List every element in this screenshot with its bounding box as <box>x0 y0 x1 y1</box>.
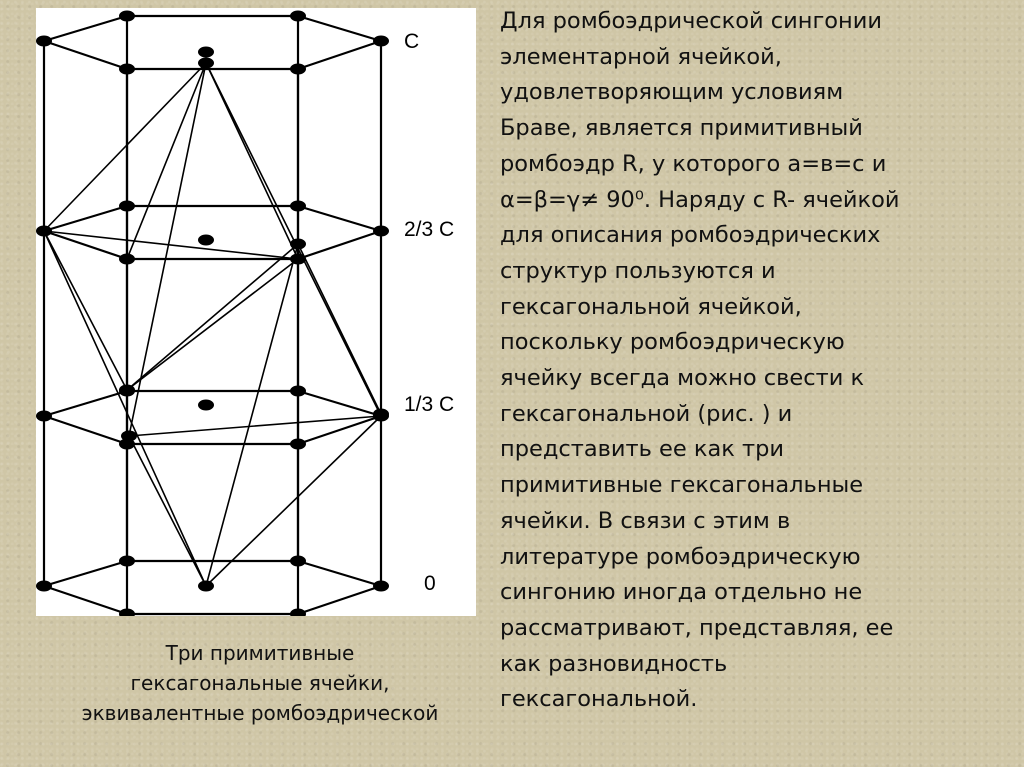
lattice-point <box>36 36 52 47</box>
rhombohedron-edge <box>127 63 206 259</box>
lattice-figure-panel <box>36 8 476 616</box>
hexagon-edge <box>298 206 381 231</box>
hexagon-edge <box>298 16 381 41</box>
body-paragraph <box>500 4 1010 718</box>
lattice-point <box>290 201 306 212</box>
lattice-point <box>290 11 306 22</box>
rhombohedron-edge <box>206 244 298 586</box>
text-line: Браве, является примитивный <box>500 115 863 142</box>
text-line: Для ромбоэдрической сингонии <box>500 8 883 34</box>
lattice-point <box>36 411 52 422</box>
hexagon-edge <box>44 586 127 614</box>
text-line: гексагональной. <box>500 686 698 713</box>
hexagon-edge <box>44 561 127 586</box>
lattice-point <box>119 64 135 75</box>
rhombohedron-edge <box>129 416 381 436</box>
lattice-point <box>119 556 135 567</box>
lattice-point <box>290 439 306 450</box>
text-line: поскольку ромбоэдрическую <box>500 329 845 356</box>
caption-line: эквивалентные ромбоэдрической <box>81 701 439 725</box>
lattice-point <box>119 11 135 22</box>
hexagon-edge <box>298 561 381 586</box>
text-line: сингонию иногда отдельно не <box>500 579 863 606</box>
lattice-point <box>198 581 214 592</box>
lattice-point <box>119 385 135 396</box>
lattice-point <box>290 64 306 75</box>
level-label-zero: 0 <box>424 572 436 595</box>
hexagon-edge <box>298 391 381 416</box>
rhombohedron-edge <box>298 244 381 414</box>
lattice-point <box>373 226 389 237</box>
text-line: представить ее как три <box>500 436 785 463</box>
level-label-one-third-c: 1/3 C <box>404 393 455 416</box>
lattice-point <box>290 254 306 265</box>
text-line: ячейку всегда можно свести к <box>500 365 865 392</box>
rhombohedron-edge <box>129 436 206 586</box>
lattice-point <box>373 36 389 47</box>
lattice-point <box>290 239 306 250</box>
lattice-point <box>121 431 137 442</box>
text-line: примитивные гексагональные <box>500 472 864 499</box>
lattice-point <box>198 58 214 69</box>
text-line: гексагональной ячейкой, <box>500 293 802 320</box>
rhombohedron-edge <box>127 244 298 390</box>
hexagon-edge <box>298 416 381 444</box>
lattice-point <box>198 400 214 411</box>
lattice-point <box>119 201 135 212</box>
text-line: структур пользуются и <box>500 257 776 284</box>
hexagon-edge <box>298 231 381 259</box>
text-line: ячейки. В связи с этим в <box>500 507 791 534</box>
hexagon-edge <box>44 41 127 69</box>
text-line: гексагональной (рис. ) и <box>500 400 793 427</box>
lattice-point <box>373 409 389 420</box>
lattice-point <box>119 609 135 617</box>
lattice-point <box>36 226 52 237</box>
text-line: для описания ромбоэдрических <box>500 222 881 249</box>
lattice-point <box>198 47 214 58</box>
hexagon-edge <box>298 41 381 69</box>
lattice-point <box>290 556 306 567</box>
text-line: рассматривают, представляя, ее <box>500 614 894 641</box>
level-label-c: C <box>404 30 420 53</box>
hexagonal-lattice-diagram <box>36 8 476 616</box>
lattice-point <box>198 235 214 246</box>
text-line: элементарной ячейкой, <box>500 43 782 70</box>
hexagon-edge <box>298 586 381 614</box>
lattice-point <box>290 609 306 617</box>
hexagon-edge <box>44 16 127 41</box>
caption-line: гексагональные ячейки, <box>130 671 390 695</box>
lattice-point <box>290 386 306 397</box>
text-line: ромбоэдр R, у которого а=в=с и <box>500 150 887 177</box>
lattice-point <box>373 581 389 592</box>
lattice-point <box>36 581 52 592</box>
figure-caption <box>30 638 490 728</box>
text-line: удовлетворяющим условиям <box>500 79 844 106</box>
hexagon-edge <box>44 416 127 444</box>
text-line: литературе ромбоэдрическую <box>500 543 861 570</box>
rhombohedron-edge <box>206 63 298 259</box>
level-label-two-thirds-c: 2/3 C <box>404 218 455 241</box>
hexagon-edge <box>44 391 127 416</box>
lattice-point <box>119 254 135 265</box>
text-line: α=β=γ≠ 90⁰. Наряду с R- ячейкой <box>500 186 900 213</box>
text-line: как разновидность <box>500 650 728 677</box>
caption-line: Три примитивные <box>165 641 355 665</box>
